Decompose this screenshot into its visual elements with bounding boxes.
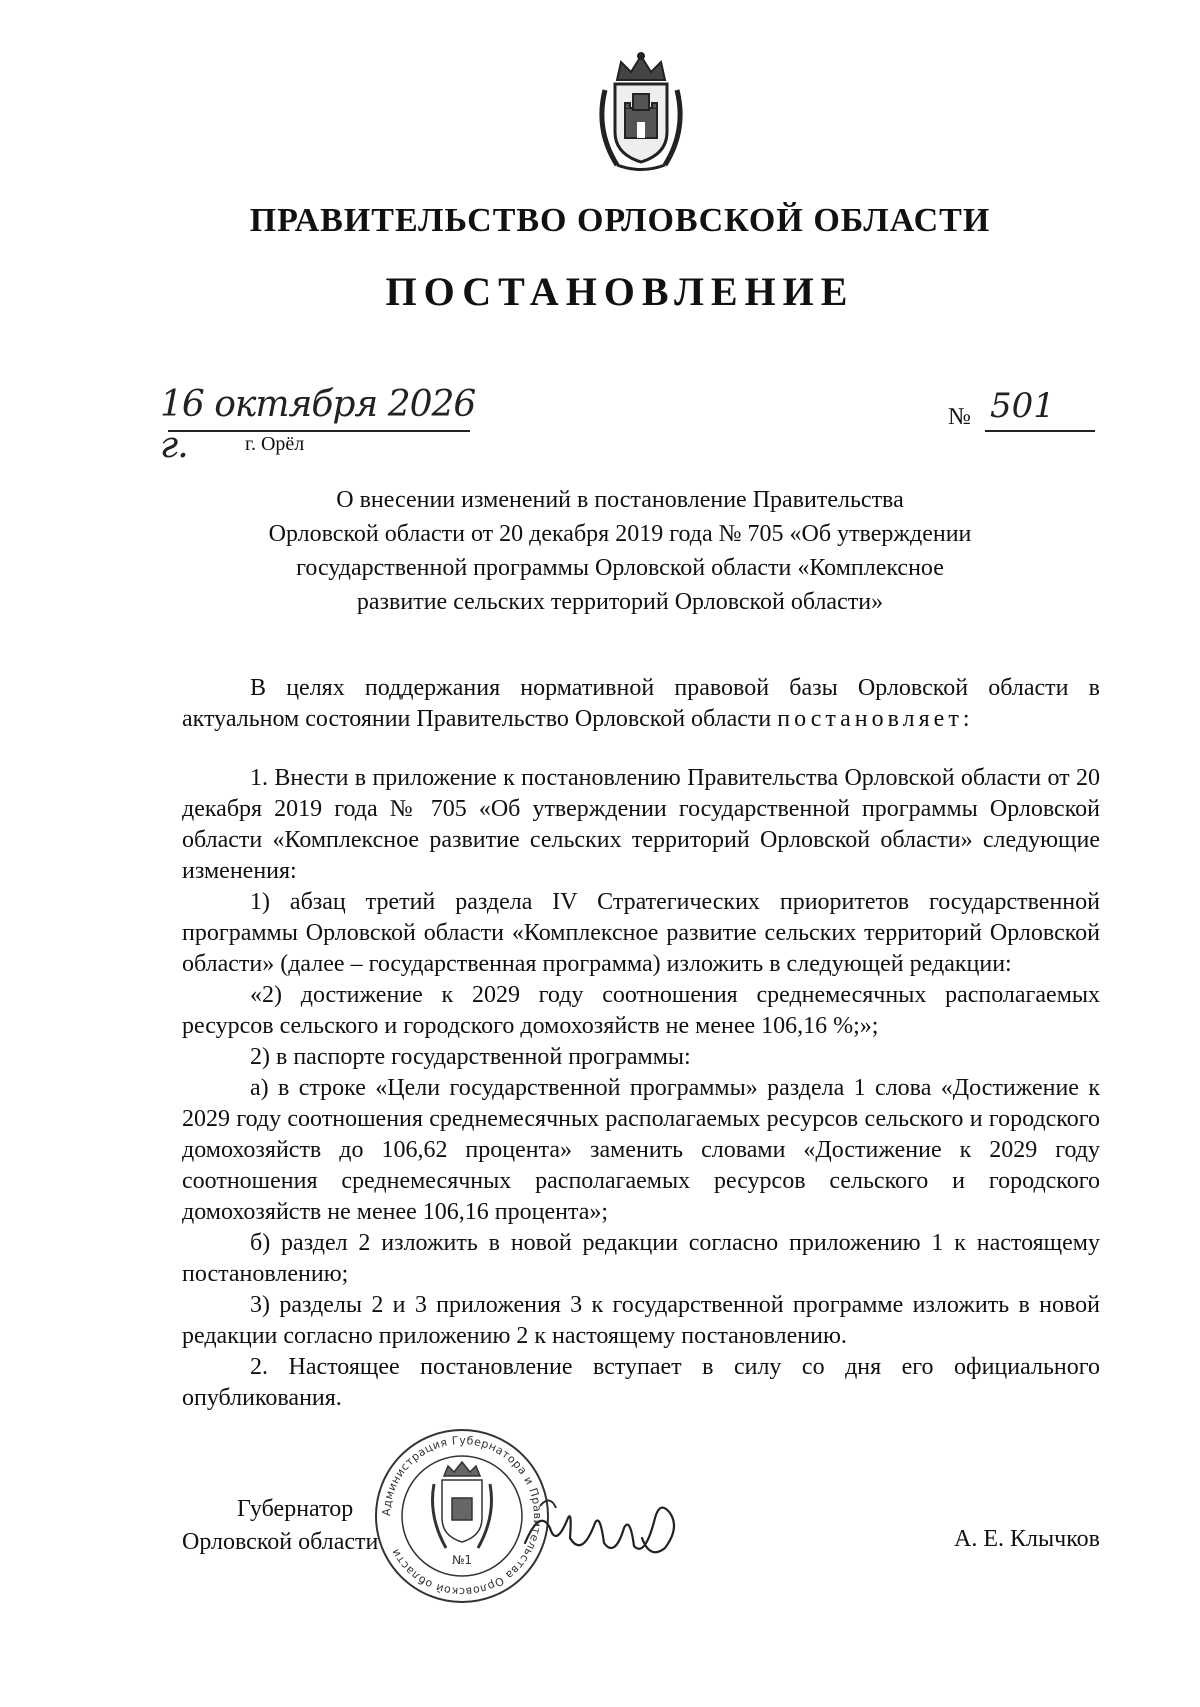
- subject-line: государственной программы Орловской области «Комплексное: [296, 555, 944, 581]
- handwritten-date: 16 октября 2026 г.: [160, 384, 476, 466]
- signatory-position: [182, 1493, 378, 1559]
- body-paragraph-4: 2) в паспорте государственной программы:: [250, 1044, 691, 1070]
- handwritten-signature: [520, 1488, 690, 1568]
- handwritten-number: 501: [990, 386, 1055, 426]
- stamp-ring-text: Администрация Губернатора и Правительства Орловской области: [379, 1433, 545, 1599]
- body-paragraph-1: 1. Внести в приложение к постановлению Правительства Орловской области от 20 декабря 2019 года № 705 «Об утверждении государственной программы Орловской области «Комплексное развитие сельских территорий Орловской области» следующие изменения:: [182, 765, 1100, 884]
- preamble-paragraph: [182, 673, 1100, 735]
- preamble-text: В целях поддержания нормативной правовой базы Орловской области в актуальном состоянии Правительство Орловской области: [182, 675, 1100, 732]
- body-paragraph-3: «2) достижение к 2029 году соотношения среднемесячных располагаемых ресурсов сельского и городского домохозяйств не менее 106,16 %;»;: [182, 982, 1100, 1039]
- body-paragraph-5: а) в строке «Цели государственной программы» раздела 1 слова «Достижение к 2029 году соотношения среднемесячных располагаемых ресурсов сельского и городского домохозяйств до 106,62 процента» заменить словами «Достижение к 2029 году соотношения среднемесячных располагаемых ресурсов сельского и городского домохозяйств не менее 106,16 процента»;: [182, 1075, 1100, 1225]
- subject-line: О внесении изменений в постановление Правительства: [336, 487, 904, 513]
- signatory-name: А. Е. Клычков: [954, 1526, 1100, 1552]
- subject-line: Орловской области от 20 декабря 2019 года № 705 «Об утверждении: [268, 521, 972, 547]
- government-title: ПРАВИТЕЛЬСТВО ОРЛОВСКОЙ ОБЛАСТИ: [249, 202, 991, 239]
- resolves-word: постановляет:: [777, 706, 974, 732]
- stamp-number: №1: [451, 1553, 473, 1567]
- document-body: [182, 673, 1100, 1414]
- document-type-title: ПОСТАНОВЛЕНИЕ: [385, 269, 855, 314]
- body-paragraph-6: б) раздел 2 изложить в новой редакции согласно приложению 1 к настоящему постановлению;: [182, 1230, 1100, 1287]
- signatory-post-line1: Губернатор: [237, 1496, 354, 1522]
- body-paragraph-8: 2. Настоящее постановление вступает в силу со дня его официального опубликования.: [182, 1354, 1100, 1411]
- date-underline: [168, 430, 470, 432]
- signatory-post-line2: Орловской области: [182, 1529, 379, 1555]
- body-paragraph-2: 1) абзац третий раздела IV Стратегических приоритетов государственной программы Орловской области «Комплексное развитие сельских территорий Орловской области» (далее – государственная программа) изложить в следующей редакции:: [182, 889, 1100, 977]
- city-label: г. Орёл: [245, 433, 305, 455]
- body-paragraph-7: 3) разделы 2 и 3 приложения 3 к государственной программе изложить в новой редакции согласно приложению 2 к настоящему постановлению.: [182, 1292, 1100, 1349]
- document-subject: [190, 483, 1050, 619]
- subject-line: развитие сельских территорий Орловской области»: [356, 589, 884, 615]
- number-label: №: [948, 404, 971, 430]
- number-underline: [985, 430, 1095, 432]
- coat-of-arms-emblem: [587, 50, 695, 175]
